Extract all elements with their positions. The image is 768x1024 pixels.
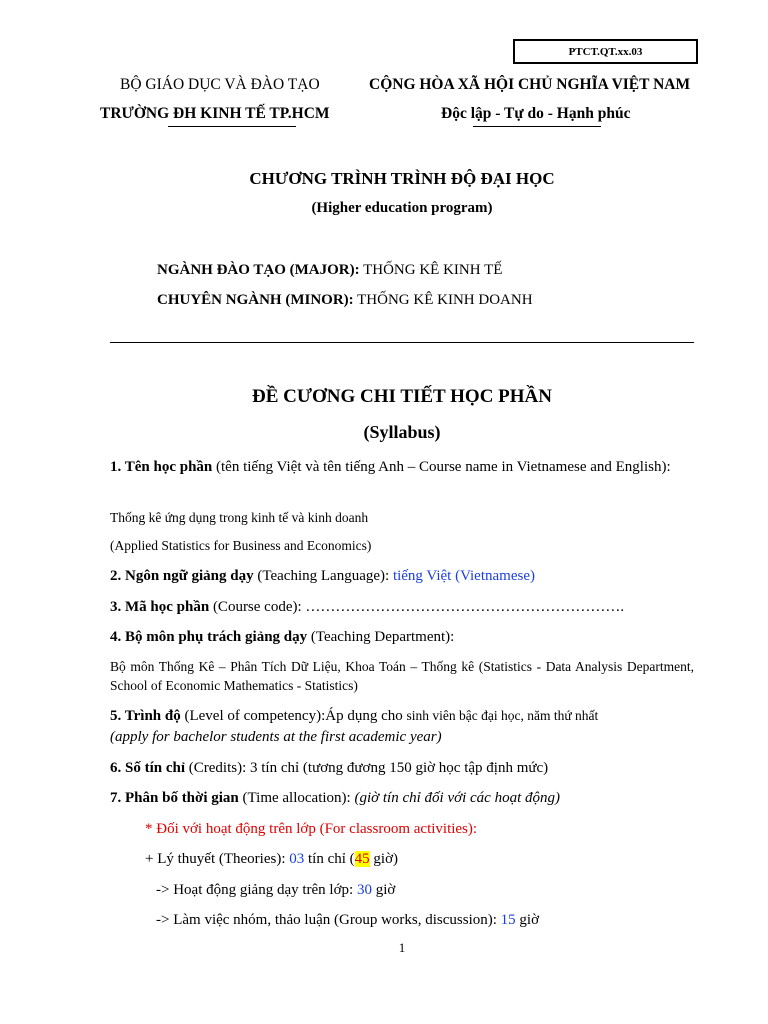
- ministry-name: BỘ GIÁO DỤC VÀ ĐÀO TẠO: [120, 76, 320, 93]
- country-name: CỘNG HÒA XÃ HỘI CHỦ NGHĨA VIỆT NAM: [369, 76, 691, 93]
- theory-hours: 45: [354, 851, 370, 867]
- major-label: NGÀNH ĐÀO TẠO (MAJOR):: [157, 262, 360, 278]
- section-4-label: 4. Bộ môn phụ trách giảng dạy: [110, 629, 308, 645]
- section-4-text: (Teaching Department):: [307, 629, 455, 645]
- theory-line: [145, 849, 398, 869]
- section-5-small: sinh viên bậc đại học, năm thứ nhất: [406, 708, 599, 723]
- motto: Độc lập - Tự do - Hạnh phúc: [441, 105, 631, 122]
- university-underline: [168, 126, 296, 127]
- section-6-label: 6. Số tín chỉ: [110, 760, 186, 776]
- section-1: [110, 457, 694, 477]
- section-2: [110, 566, 535, 586]
- teaching-suffix: giờ: [371, 882, 396, 898]
- university-name: TRƯỜNG ĐH KINH TẾ TP.HCM: [100, 105, 330, 122]
- minor-label: CHUYÊN NGÀNH (MINOR):: [157, 292, 354, 308]
- section-divider: [110, 342, 694, 343]
- teaching-prefix: -> Hoạt động giảng dạy trên lớp:: [156, 882, 357, 898]
- section-2-text: (Teaching Language):: [253, 568, 393, 584]
- group-line: [156, 910, 539, 930]
- section-5-label: 5. Trình độ: [110, 708, 181, 724]
- section-5-text: (Level of competency):Áp dụng cho: [180, 708, 407, 724]
- course-name-en: (Applied Statistics for Business and Economics): [110, 538, 372, 553]
- theory-credits: 03: [289, 851, 305, 867]
- syllabus-subtitle: (Syllabus): [363, 422, 441, 442]
- theory-prefix: + Lý thuyết (Theories):: [145, 851, 290, 867]
- section-7-label: 7. Phân bố thời gian: [110, 790, 239, 806]
- section-7-italic: (giờ tín chỉ đối với các hoạt động): [354, 790, 561, 806]
- section-5-italic: (apply for bachelor students at the first academic year): [110, 729, 442, 745]
- major-value: THỐNG KÊ KINH TẾ: [359, 262, 503, 278]
- motto-underline: [473, 126, 601, 127]
- section-1-label: 1. Tên học phần: [110, 459, 213, 475]
- section-5: [110, 706, 598, 726]
- section-6: [110, 758, 548, 778]
- classroom-activities: * Đối với hoạt động trên lớp (For classroom activities):: [145, 821, 478, 837]
- section-3: [110, 597, 624, 617]
- section-7-text: (Time allocation):: [238, 790, 355, 806]
- theory-suffix: giờ): [369, 851, 399, 867]
- teaching-department: Bộ môn Thống Kê – Phân Tích Dữ Liệu, Khoa Toán – Thống kê (Statistics - Data Analysis Department, School of Economic Mathematics - Statistics): [110, 659, 694, 693]
- document-code-box: [513, 39, 698, 64]
- section-2-label: 2. Ngôn ngữ giảng dạy: [110, 568, 254, 584]
- section-1-text: (tên tiếng Việt và tên tiếng Anh – Course name in Vietnamese and English):: [212, 459, 671, 475]
- document-code: PTCT.QT.xx.03: [568, 45, 643, 58]
- major-line: [157, 262, 502, 279]
- minor-value: THỐNG KÊ KINH DOANH: [353, 292, 533, 308]
- program-subtitle: (Higher education program): [311, 200, 493, 216]
- minor-line: [157, 292, 533, 309]
- page-number: 1: [398, 940, 406, 955]
- program-title: CHƯƠNG TRÌNH TRÌNH ĐỘ ĐẠI HỌC: [249, 169, 555, 188]
- section-6-text: (Credits): 3 tín chỉ (tương đương 150 giờ học tập định mức): [185, 760, 549, 776]
- group-suffix: giờ: [515, 912, 540, 928]
- section-3-label: 3. Mã học phần: [110, 599, 210, 615]
- section-3-text: (Course code): ……………………………………………………….: [209, 599, 625, 615]
- teaching-line: [156, 880, 395, 900]
- group-prefix: -> Làm việc nhóm, thảo luận (Group works, discussion):: [156, 912, 501, 928]
- section-7: [110, 788, 560, 808]
- section-4: [110, 627, 454, 647]
- teaching-language: tiếng Việt (Vietnamese): [392, 568, 535, 584]
- teaching-hours: 30: [356, 882, 372, 898]
- theory-mid: tín chỉ (: [304, 851, 355, 867]
- course-name-vn: Thống kê ứng dụng trong kinh tế và kinh doanh: [110, 510, 369, 525]
- syllabus-title: ĐỀ CƯƠNG CHI TIẾT HỌC PHẦN: [252, 386, 552, 407]
- group-hours: 15: [500, 912, 516, 928]
